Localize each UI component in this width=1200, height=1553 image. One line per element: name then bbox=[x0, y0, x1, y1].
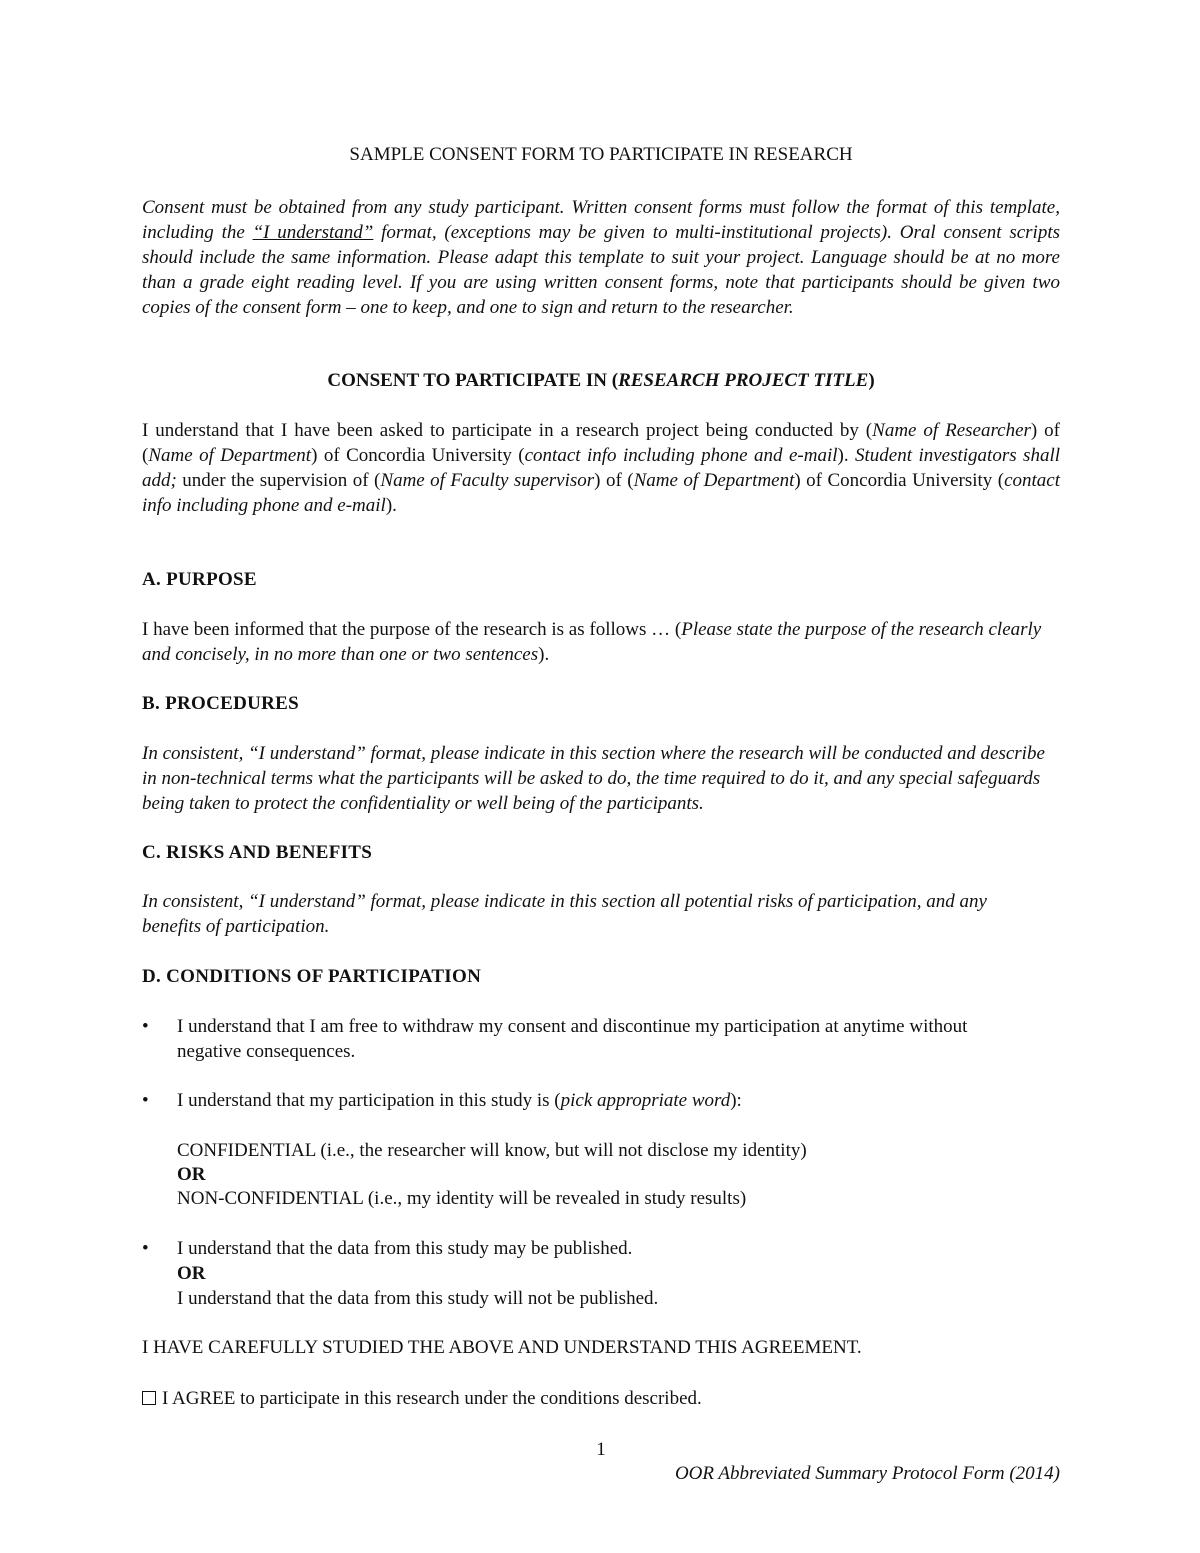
faculty-supervisor-placeholder: Name of Faculty supervisor bbox=[380, 470, 595, 491]
form-footer-note: OOR Abbreviated Summary Protocol Form (2014) bbox=[674, 1463, 1060, 1484]
section-c-text: In consistent, “I understand” format, please indicate in this section all potential risks of participation, and any benefits of participation. bbox=[142, 891, 987, 937]
contact-info-placeholder: contact info including phone and e-mail bbox=[524, 445, 838, 466]
pick-word-instruction: pick appropriate word bbox=[560, 1090, 731, 1111]
understand-text-6: ) of ( bbox=[594, 470, 634, 491]
intro-text-1: Consent must be obtained from any study participant. Written consent forms must follow the format of this template, including the bbox=[142, 197, 1060, 243]
understand-text-1: I understand that I have been asked to participate in a research project being conducted by ( bbox=[142, 420, 873, 441]
purpose-instruction: Please state the purpose of the research clearly and concisely, in no more than one or two sentences bbox=[142, 619, 1042, 665]
intro-paragraph bbox=[142, 195, 1060, 320]
section-c-heading: C. RISKS AND BENEFITS bbox=[142, 842, 373, 863]
bullet-2: • bbox=[142, 1090, 149, 1111]
understand-text-8: ). bbox=[385, 495, 397, 516]
section-b-text: In consistent, “I understand” format, please indicate in this section where the research will be conducted and describe in non-technical terms what the participants will be asked to do, the time required to do it, and any special safeguards being taken to protect the confidentiality or well being of the participants. bbox=[142, 743, 1045, 814]
understand-text-5: under the supervision of ( bbox=[176, 470, 381, 491]
section-a-text bbox=[142, 617, 1060, 667]
participation-end: ): bbox=[730, 1090, 742, 1111]
supervisor-contact-placeholder: contact info including phone and e-mail bbox=[142, 470, 1061, 516]
condition-not-published: I understand that the data from this study will not be published. bbox=[177, 1288, 659, 1309]
section-a-heading: A. PURPOSE bbox=[142, 569, 257, 590]
consent-heading-prefix: CONSENT TO PARTICIPATE IN ( bbox=[327, 370, 619, 391]
or-separator-2: OR bbox=[177, 1263, 206, 1284]
consent-heading-suffix: ) bbox=[868, 370, 875, 391]
page-number: 1 bbox=[596, 1439, 606, 1460]
condition-withdraw: I understand that I am free to withdraw my consent and discontinue my participation at anytime without negative consequences. bbox=[177, 1016, 968, 1062]
student-investigators-note: Student investigators shall add; bbox=[142, 445, 1060, 491]
bullet-3: • bbox=[142, 1238, 149, 1259]
intro-text-2: format, (exceptions may be given to multi-institutional projects). Oral consent scripts should include the same information. Please adapt this template to suit your project. Language should be at no more than a grade eight reading level. If you are using written consent forms, note that participants should be given two copies of the consent form – one to keep, and one to sign and return to the researcher. bbox=[142, 222, 1060, 318]
department-placeholder: Name of Department bbox=[148, 445, 312, 466]
agree-row bbox=[142, 1386, 1060, 1411]
section-b-heading: B. PROCEDURES bbox=[142, 693, 299, 714]
agree-checkbox-label: I AGREE to participate in this research under the conditions described. bbox=[162, 1388, 702, 1409]
condition-participation bbox=[177, 1088, 1060, 1113]
understand-paragraph bbox=[142, 418, 1060, 518]
researcher-name-placeholder: Name of Researcher bbox=[872, 420, 1031, 441]
bullet-1: • bbox=[142, 1016, 149, 1037]
supervisor-department-placeholder: Name of Department bbox=[633, 470, 795, 491]
or-separator-1: OR bbox=[177, 1164, 206, 1185]
understand-text-7: ) of Concordia University ( bbox=[794, 470, 1005, 491]
purpose-text: I have been informed that the purpose of the research is as follows … ( bbox=[142, 619, 682, 640]
i-understand-link: “I understand” bbox=[252, 222, 374, 243]
understand-text-4: ). bbox=[837, 445, 856, 466]
option-confidential: CONFIDENTIAL (i.e., the researcher will know, but will not disclose my identity) bbox=[177, 1140, 807, 1161]
document-title: SAMPLE CONSENT FORM TO PARTICIPATE IN RESEARCH bbox=[349, 144, 853, 165]
agree-checkbox[interactable] bbox=[142, 1391, 156, 1405]
participation-text: I understand that my participation in this study is ( bbox=[177, 1090, 561, 1111]
section-d-heading: D. CONDITIONS OF PARTICIPATION bbox=[142, 966, 482, 987]
condition-published: I understand that the data from this study may be published. bbox=[177, 1238, 633, 1259]
understand-text-2: ) of ( bbox=[142, 420, 1061, 466]
project-title-placeholder: RESEARCH PROJECT TITLE bbox=[618, 370, 869, 391]
purpose-end: ). bbox=[538, 644, 550, 665]
understand-text-3: ) of Concordia University ( bbox=[311, 445, 525, 466]
agreement-statement: I HAVE CAREFULLY STUDIED THE ABOVE AND UNDERSTAND THIS AGREEMENT. bbox=[142, 1337, 862, 1358]
option-non-confidential: NON-CONFIDENTIAL (i.e., my identity will be revealed in study results) bbox=[177, 1188, 747, 1209]
consent-heading bbox=[142, 368, 1060, 393]
